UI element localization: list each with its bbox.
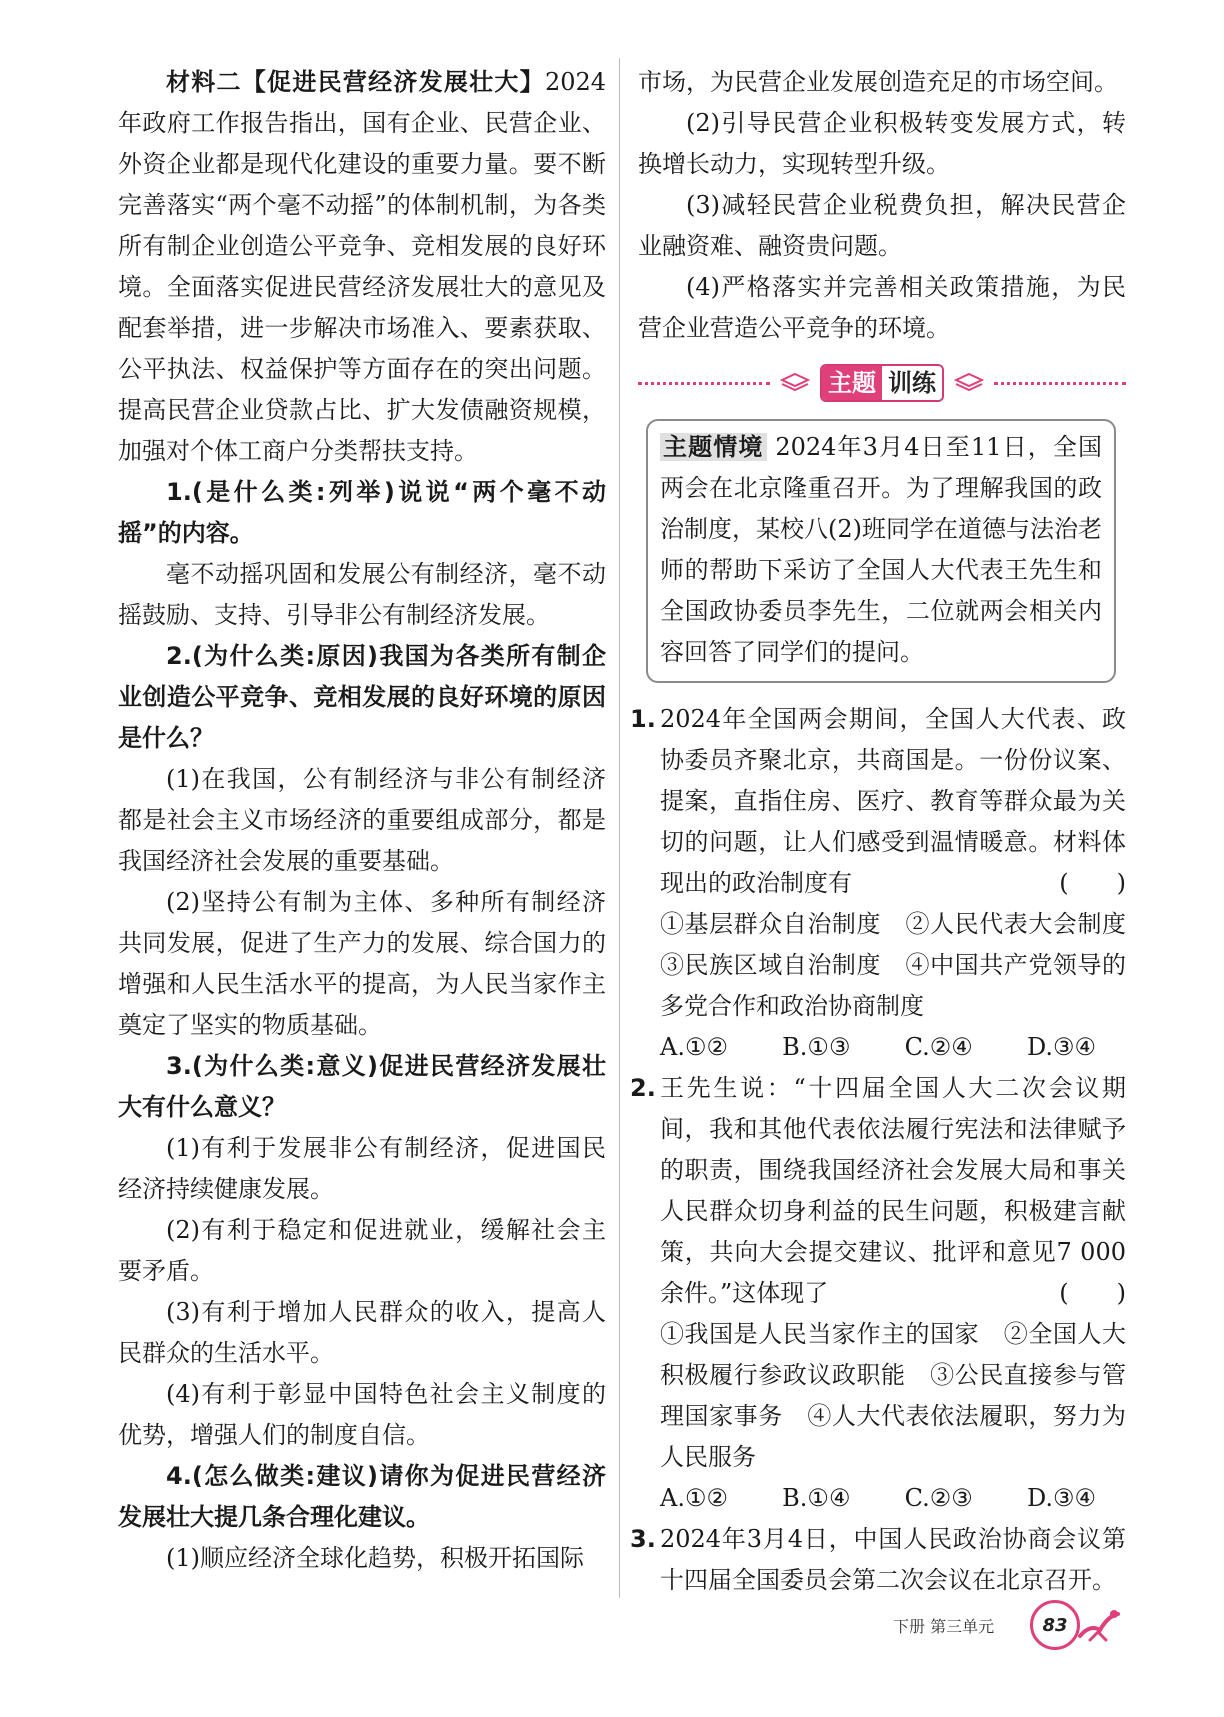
exercise-1-number: 1.	[630, 705, 656, 733]
context-text: 2024年3月4日至11日，全国两会在北京隆重召开。为了理解我国的政治制度，某校八(2)班同学在道德与法治老师的帮助下采访了全国人大代表王先生和全国政协委员李先生，二位就两会相关内容回答了同学们的提问。	[660, 433, 1102, 666]
column-divider	[619, 58, 620, 1598]
exercise-1-options	[660, 1027, 1126, 1068]
answer-3-4: (4)有利于彰显中国特色社会主义制度的优势，增强人们的制度自信。	[118, 1380, 606, 1449]
layers-icon	[954, 372, 984, 394]
answer-blank: ( )	[1059, 869, 1126, 897]
exercise-1-text: 2024年全国两会期间，全国人大代表、政协委员齐聚北京，共商国是。一份份议案、提案，直指住房、医疗、教育等群众最为关切的问题，让人们感受到温情暖意。材料体现出的政治制度有	[660, 705, 1126, 897]
question-1: 1.(是什么类:列举)说说“两个毫不动摇”的内容。	[118, 478, 606, 547]
runner-logo-icon	[1076, 1606, 1122, 1646]
exercise-2-number: 2.	[630, 1074, 656, 1102]
exercise-1-stem	[660, 699, 1126, 904]
exercise-3	[630, 1519, 1126, 1601]
answer-2-2: (2)坚持公有制为主体、多种所有制经济共同发展，促进了生产力的发展、综合国力的增强和人民生活水平的提高，为人民当家作主奠定了坚实的物质基础。	[118, 888, 606, 1039]
exercise-1	[630, 699, 1150, 1068]
material2-text: 2024年政府工作报告指出，国有企业、民营企业、外资企业都是现代化建设的重要力量。要不断完善落实“两个毫不动摇”的体制机制，为各类所有制企业创造公平竞争、竞相发展的良好环境。全面落实促进民营经济发展壮大的意见及配套举措，进一步解决市场准入、要素获取、公平执法、权益保护等方面存在的突出问题。提高民营企业贷款占比、扩大发债融资规模，加强对个体工商户分类帮扶支持。	[118, 68, 607, 465]
option-c: C.②④	[904, 1033, 973, 1061]
badge-training: 训练	[882, 366, 942, 400]
answer-4-2: (2)引导民营企业积极转变发展方式，转换增长动力，实现转型升级。	[638, 109, 1126, 178]
exercise-2-text: 王先生说：“十四届全国人大二次会议期间，我和其他代表依法履行宪法和法律赋予的职责，围绕我国经济社会发展大局和事关人民群众切身利益的民生问题，积极建言献策，共向大会提交建议、批评和意见7 000余件。”这体现了	[660, 1074, 1126, 1307]
answer-4-1-continued: 市场，为民营企业发展创造充足的市场空间。	[638, 68, 1118, 96]
left-column	[118, 62, 606, 1579]
question-3: 3.(为什么类:意义)促进民营经济发展壮大有什么意义？	[118, 1052, 606, 1121]
answer-blank: ( )	[1059, 1279, 1126, 1307]
question-4: 4.(怎么做类:建议)请你为促进民营经济发展壮大提几条合理化建议。	[118, 1462, 606, 1531]
option-b: B.①③	[782, 1033, 851, 1061]
exercise-1-items: ①基层群众自治制度 ②人民代表大会制度 ③民族区域自治制度 ④中国共产党领导的多党合作和政治协商制度	[660, 910, 1150, 1020]
material2-paragraph	[118, 62, 606, 472]
option-a: A.①②	[660, 1033, 728, 1061]
exercise-2-stem	[660, 1068, 1126, 1314]
exercise-3-number: 3.	[630, 1525, 656, 1553]
option-d: D.③④	[1026, 1484, 1096, 1512]
page-number: 83	[1030, 1600, 1080, 1650]
topic-training-badge	[820, 364, 944, 402]
material2-label: 材料二	[166, 68, 242, 96]
topic-context-paragraph	[660, 427, 1102, 673]
footer-unit-label: 下册 第三单元	[893, 1617, 995, 1636]
exercise-3-text: 2024年3月4日，中国人民政治协商会议第十四届全国委员会第二次会议在北京召开。	[660, 1525, 1126, 1594]
answer-4-4: (4)严格落实并完善相关政策措施，为民营企业营造公平竞争的环境。	[638, 273, 1126, 342]
context-label: 主题情境	[660, 433, 767, 461]
banner-dots-right	[994, 382, 1126, 385]
option-d: D.③④	[1026, 1033, 1096, 1061]
banner-dots-left	[638, 382, 770, 385]
answer-4-3: (3)减轻民营企业税费负担，解决民营企业融资难、融资贵问题。	[638, 191, 1126, 260]
answer-3-2: (2)有利于稳定和促进就业，缓解社会主要矛盾。	[118, 1216, 606, 1285]
answer-3-3: (3)有利于增加人民群众的收入，提高人民群众的生活水平。	[118, 1298, 606, 1367]
answer-2-1: (1)在我国，公有制经济与非公有制经济都是社会主义市场经济的重要组成部分，都是我国经济社会发展的重要基础。	[118, 765, 606, 875]
exercise-2-items: ①我国是人民当家作主的国家 ②全国人大积极履行参政议政职能 ③公民直接参与管理国家事务 ④人大代表依法履职，努力为人民服务	[660, 1320, 1126, 1471]
exercise-2-options	[660, 1478, 1126, 1519]
right-column	[630, 62, 1150, 1601]
option-a: A.①②	[660, 1484, 728, 1512]
option-b: B.①④	[782, 1484, 851, 1512]
answer-1: 毫不动摇巩固和发展公有制经济，毫不动摇鼓励、支持、引导非公有制经济发展。	[118, 560, 606, 629]
exercise-2	[630, 1068, 1126, 1519]
material2-title: 【促进民营经济发展壮大】	[241, 68, 545, 96]
answer-4-1: (1)顺应经济全球化趋势，积极开拓国际	[166, 1544, 584, 1572]
layers-icon	[780, 372, 810, 394]
answer-3-1: (1)有利于发展非公有制经济，促进国民经济持续健康发展。	[118, 1134, 606, 1203]
topic-context-box	[646, 419, 1116, 683]
question-2: 2.(为什么类:原因)我国为各类所有制企业创造公平竞争、竞相发展的良好环境的原因是什么？	[118, 642, 606, 752]
badge-topic: 主题	[822, 366, 882, 400]
option-c: C.②③	[904, 1484, 973, 1512]
topic-training-banner	[638, 355, 1126, 411]
